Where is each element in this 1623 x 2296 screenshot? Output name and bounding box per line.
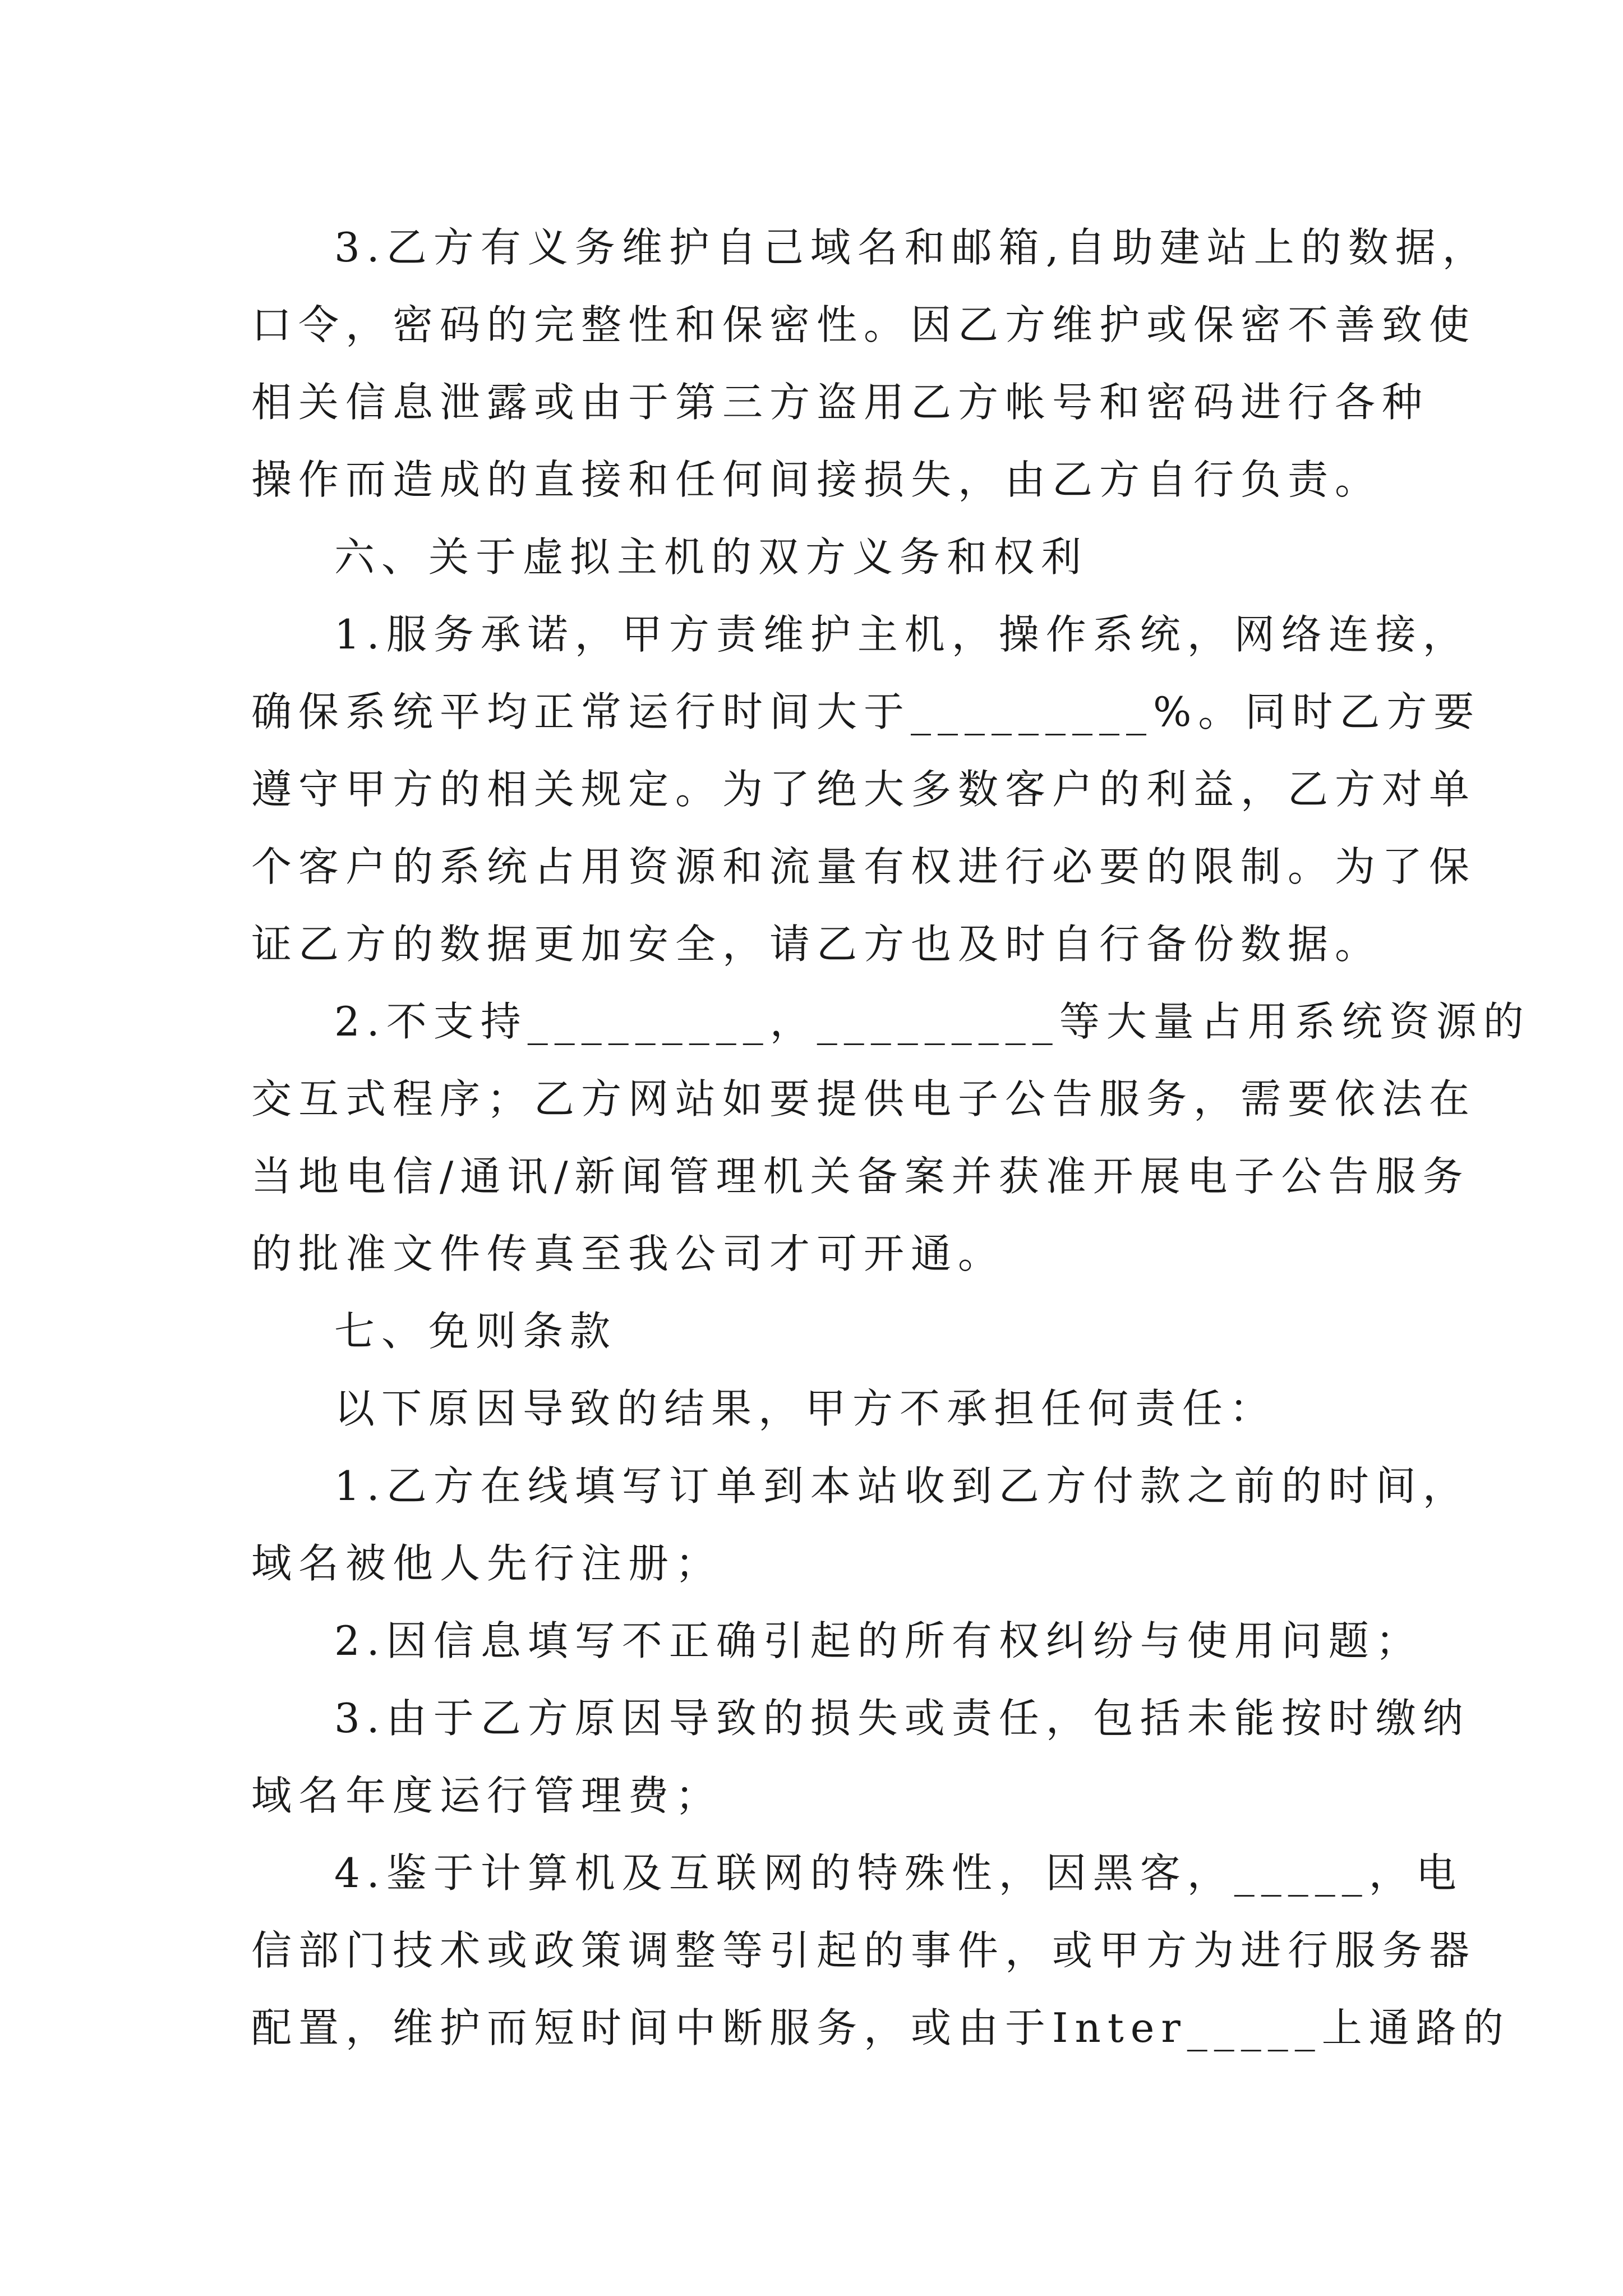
- paragraph-line: 个客户的系统占用资源和流量有权进行必要的限制。为了保: [251, 843, 1477, 890]
- paragraph-line: 的批准文件传真至我公司才可开通。: [251, 1230, 1006, 1277]
- paragraph-line: 当地电信/通讯/新闻管理机关备案并获准开展电子公告服务: [251, 1153, 1470, 1200]
- paragraph-line: 2.不支持_________，_________等大量占用系统资源的: [334, 998, 1530, 1045]
- section-heading: 七、免则条款: [334, 1308, 617, 1355]
- paragraph-line: 确保系统平均正常运行时间大于_________%。同时乙方要: [251, 688, 1481, 735]
- paragraph-line: 交互式程序；乙方网站如要提供电子公告服务，需要依法在: [251, 1075, 1477, 1122]
- paragraph-line: 4.鉴于计算机及互联网的特殊性，因黑客，_____，电: [334, 1849, 1463, 1897]
- paragraph-line: 域名被他人先行注册；: [251, 1540, 723, 1587]
- paragraph-line: 3.乙方有义务维护自己域名和邮箱,自助建站上的数据，: [334, 224, 1490, 271]
- paragraph-line: 1.乙方在线填写订单到本站收到乙方付款之前的时间，: [334, 1462, 1470, 1510]
- paragraph-line: 2.因信息填写不正确引起的所有权纠纷与使用问题；: [334, 1617, 1423, 1664]
- paragraph-line: 口令，密码的完整性和保密性。因乙方维护或保密不善致使: [251, 301, 1477, 348]
- paragraph-line: 信部门技术或政策调整等引起的事件，或甲方为进行服务器: [251, 1927, 1477, 1974]
- document-body: [251, 209, 1530, 2067]
- paragraph-line: 3.由于乙方原因导致的损失或责任，包括未能按时缴纳: [334, 1695, 1470, 1742]
- paragraph-line: 域名年度运行管理费；: [251, 1772, 723, 1819]
- paragraph-line: 以下原因导致的结果，甲方不承担任何责任：: [334, 1385, 1277, 1432]
- paragraph-line: 相关信息泄露或由于第三方盗用乙方帐号和密码进行各种: [251, 379, 1430, 426]
- paragraph-line: 1.服务承诺，甲方责维护主机，操作系统，网络连接，: [334, 611, 1470, 658]
- section-heading: 六、关于虚拟主机的双方义务和权利: [334, 533, 1089, 581]
- paragraph-line: 遵守甲方的相关规定。为了绝大多数客户的利益，乙方对单: [251, 766, 1477, 813]
- paragraph-line: 操作而造成的直接和任何间接损失，由乙方自行负责。: [251, 456, 1382, 503]
- paragraph-line: 配置，维护而短时间中断服务，或由于Inter_____上通路的: [251, 2004, 1510, 2051]
- paragraph-line: 证乙方的数据更加安全，请乙方也及时自行备份数据。: [251, 921, 1382, 968]
